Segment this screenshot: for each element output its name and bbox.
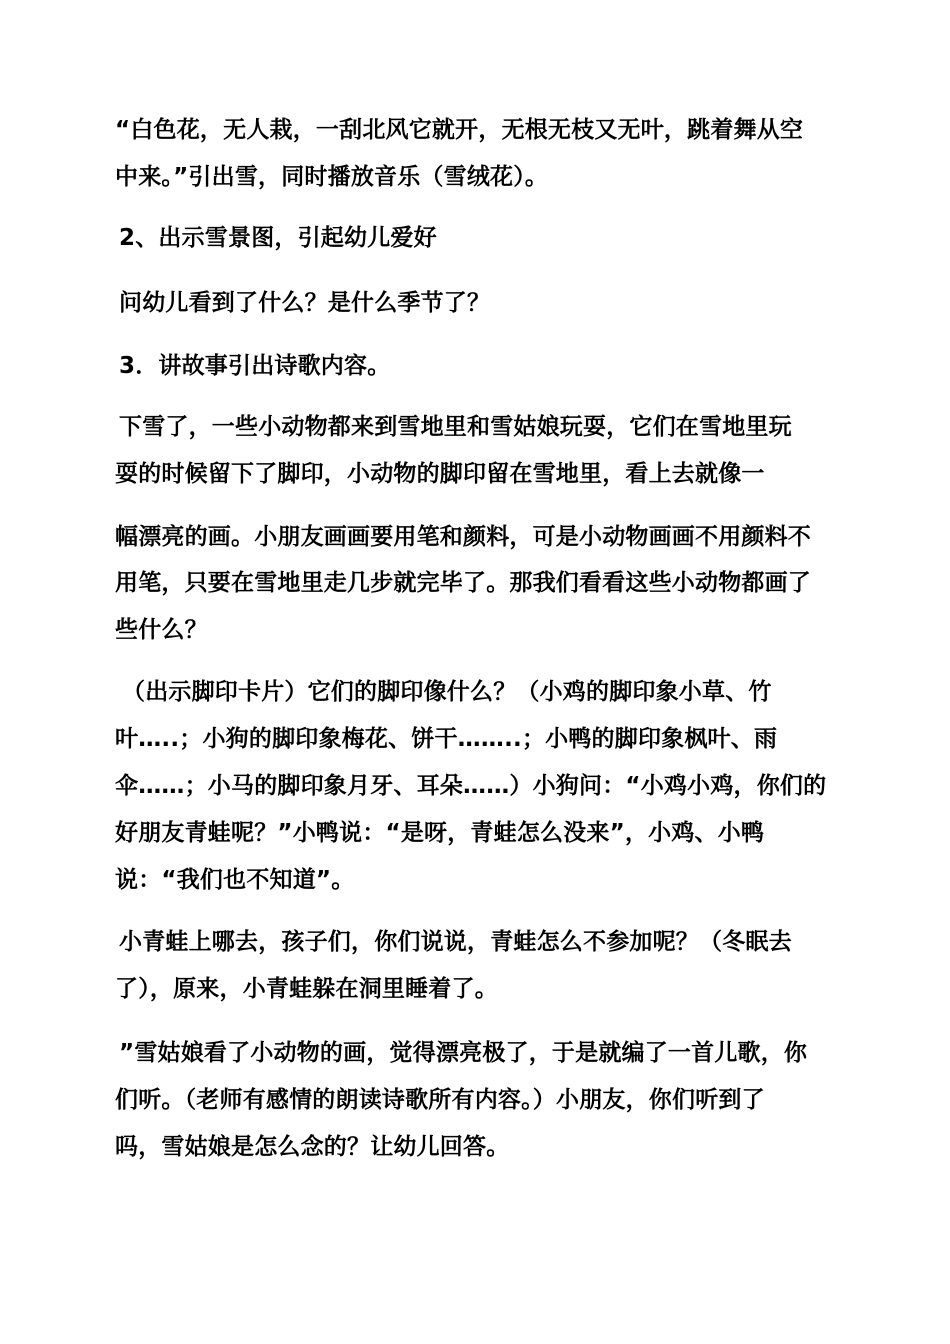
text-line-1: “白色花，无人栽，一刮北风它就开，无根无枝又无叶，跳着舞从空: [115, 117, 804, 143]
text-line-15: 说：“我们也不知道”。: [115, 867, 355, 893]
text-line-19: 们听。（老师有感情的朗读诗歌所有内容。）小朋友，你们听到了: [115, 1087, 765, 1113]
text-line-13: 伞……；小马的脚印象月牙、耳朵……）小狗问：“小鸡小鸡，你们的: [115, 773, 827, 799]
text-line-11: （出示脚印卡片）它们的脚印像什么？（小鸡的脚印象小草、竹: [122, 679, 772, 705]
text-line-20: 吗，雪姑娘是怎么念的？让幼儿回答。: [115, 1134, 510, 1160]
text-line-14: 好朋友青蛙呢？”小鸭说：“是呀，青蛙怎么没来”，小鸡、小鸭: [115, 820, 765, 846]
text-line-16: 小青蛙上哪去，孩子们，你们说说，青蛙怎么不参加呢？（冬眠去: [119, 929, 792, 955]
text-line-4: 问幼儿看到了什么？是什么季节了？: [119, 290, 491, 316]
text-line-9: 用笔，只要在雪地里走几步就完毕了。那我们看看这些小动物都画了: [115, 570, 811, 596]
text-line-18: ”雪姑娘看了小动物的画，觉得漂亮极了，于是就编了一首儿歌，你: [119, 1040, 808, 1066]
text-line-6: 下雪了，一些小动物都来到雪地里和雪姑娘玩耍，它们在雪地里玩: [119, 414, 792, 440]
text-line-10: 些什么？: [115, 617, 208, 643]
text-line-2: 中来。”引出雪，同时播放音乐（雪绒花）。: [115, 164, 549, 190]
text-line-5: 3．讲故事引出诗歌内容。: [119, 353, 391, 379]
text-line-17: 了），原来，小青蛙躲在洞里睡着了。: [115, 976, 498, 1002]
text-line-12: 叶…..；小狗的脚印象梅花、饼干……..；小鸭的脚印象枫叶、雨: [115, 726, 778, 752]
text-line-8: 幅漂亮的画。小朋友画画要用笔和颜料，可是小动物画画不用颜料不: [115, 524, 811, 550]
text-line-3: 2、出示雪景图，引起幼儿爱好: [119, 225, 437, 251]
text-line-7: 耍的时候留下了脚印，小动物的脚印留在雪地里，看上去就像一: [115, 461, 765, 487]
